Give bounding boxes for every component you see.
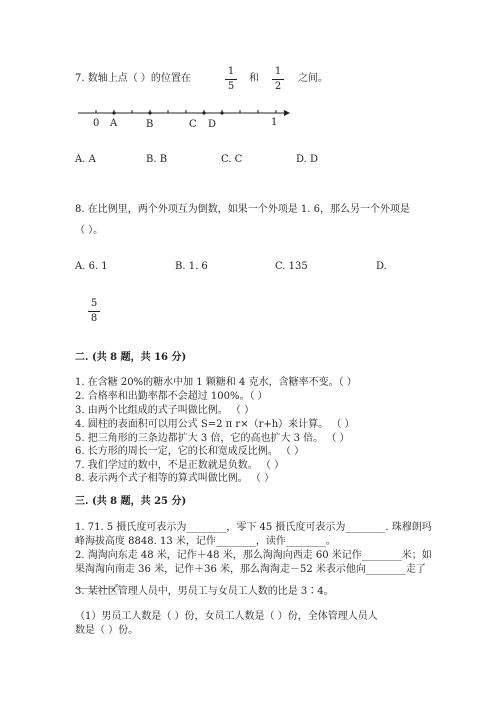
section2-item-4: 4. 圆柱的表面积可以用公式 S=2 π r×（r+h）来计算。 （ ） (75, 419, 355, 430)
q7-and: 和 (249, 73, 259, 84)
q8-option-b: B. 1. 6 (175, 261, 208, 272)
q7-stem: 7. 数轴上点（ ）的位置在 (75, 73, 191, 84)
section3-p3-sub1: （1）男员工人数是（ ）份，女员工人数是（ ）份，全体管理人员人 (75, 611, 378, 622)
fraction-denominator: 5 (227, 81, 235, 92)
q7-option-a: A. A (75, 154, 96, 165)
section3-p1-line2: 峰海拔高度 8848. 13 米，记作________，读作________。 (75, 536, 336, 547)
q7-option-d: D. D (296, 154, 319, 165)
axis-label-1: 1 (271, 117, 278, 128)
section2-item-7: 7. 我们学过的数中，不是正数就是负数。 （ ） (75, 460, 285, 471)
fraction-numerator: 1 (274, 66, 282, 77)
section3-p3-sub2: 数是（ ）份。 (75, 625, 139, 636)
section2-title: 二. (共 8 题，共 16 分) (75, 352, 187, 363)
section2-item-6: 6. 长方形的周长一定，它的长和宽成反比例。 （ ） (75, 446, 305, 457)
q8-fraction-5-8 (88, 298, 100, 325)
fraction-denominator: 8 (90, 313, 98, 324)
axis-label-0: 0 (93, 118, 100, 129)
section3-p3: 3. 某社区管理人员中，男员工与女员工人数的比是 3∶4。 (75, 586, 334, 597)
section3-p2-line2: 果淘淘向南走 36 米，记作＋36 米，那么淘淘走－52 米表示他向________走了 (75, 564, 426, 575)
section2-item-2: 2. 合格率和出勤率都不会超过 100%。（ ） (75, 391, 268, 402)
q7-fraction-1-5 (225, 66, 237, 93)
q8-stem-line2: （ ）。 (75, 225, 104, 236)
q7-stem-end: 之间。 (298, 73, 328, 84)
section2-item-5: 5. 把三角形的三条边都扩大 3 倍，它的高也扩大 3 倍。 （ ） (75, 433, 350, 444)
q8-option-a: A. 6. 1 (75, 261, 108, 272)
axis-label-d: D (208, 119, 217, 130)
section2-item-8: 8. 表示两个式子相等的算式叫做比例。 （ ） (75, 473, 275, 484)
fraction-numerator: 1 (227, 66, 235, 77)
section3-p1-line1: 1. 71. 5 摄氏度可表示为________，零下 45 摄氏度可表示为________. 珠穆朗玛 (75, 522, 432, 533)
axis-label-b: B (146, 119, 154, 130)
section2-item-1: 1. 在含糖 20%的糖水中加 1 颗糖和 4 克水，含糖率不变。（ ） (75, 377, 357, 388)
section3-p2-line1: 2. 淘淘向东走 48 米，记作＋48 米，那么淘淘向西走 60 米记作________米；如 (75, 550, 432, 561)
section3-p2-line3: ________。 (75, 578, 125, 589)
section2-item-3: 3. 由两个比组成的式子叫做比例。 （ ） (75, 405, 255, 416)
q7-fraction-1-2 (272, 66, 284, 93)
q8-stem-line1: 8. 在比例里，两个外项互为倒数，如果一个外项是 1. 6，那么另一个外项是 (75, 204, 410, 215)
fraction-numerator: 5 (90, 298, 98, 309)
q8-option-c: C. 135 (275, 261, 308, 272)
q7-option-b: B. B (146, 154, 168, 165)
axis-label-c: C (189, 119, 197, 130)
axis-label-a: A (110, 118, 118, 129)
q8-option-d: D. (376, 261, 387, 272)
q7-option-c: C. C (221, 154, 243, 165)
section3-title: 三. (共 8 题，共 25 分) (75, 496, 187, 507)
fraction-denominator: 2 (274, 81, 282, 92)
